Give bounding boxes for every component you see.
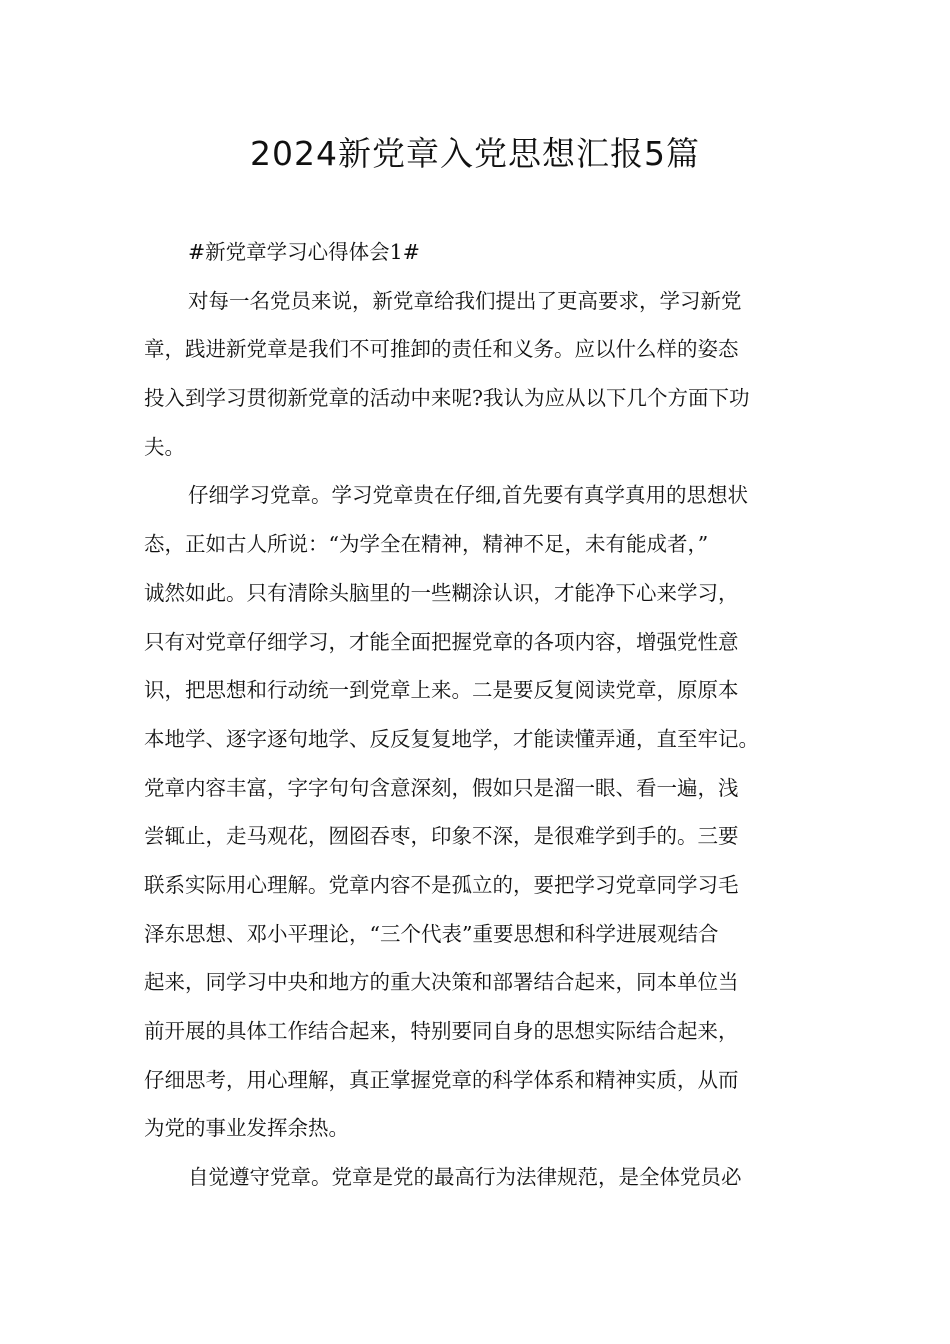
- paragraph-line: 诚然如此。只有清除头脑里的一些糊涂认识，才能净下心来学习，: [144, 580, 739, 605]
- section-heading: #新党章学习心得体会1#: [188, 240, 420, 264]
- paragraph-line: 仔细学习党章。学习党章贵在仔细,首先要有真学真用的思想状: [188, 483, 749, 508]
- paragraph-line: 只有对党章仔细学习，才能全面把握党章的各项内容，增强党性意: [144, 629, 739, 654]
- paragraph-line: 态，正如古人所说：“为学全在精神，精神不足，未有能成者，”: [144, 532, 709, 557]
- paragraph-line: 本地学、逐字逐句地学、反反复复地学，才能读懂弄通，直至牢记。: [144, 726, 759, 751]
- paragraph-line: 尝辄止，走马观花，囫囵吞枣，印象不深，是很难学到手的。三要: [144, 824, 739, 849]
- paragraph-line: 仔细思考，用心理解，真正掌握党章的科学体系和精神实质，从而: [144, 1067, 739, 1092]
- paragraph-line: 投入到学习贯彻新党章的活动中来呢?我认为应从以下几个方面下功: [144, 386, 750, 411]
- paragraph-line: 联系实际用心理解。党章内容不是孤立的，要把学习党章同学习毛: [144, 872, 739, 897]
- paragraph-line: 识，把思想和行动统一到党章上来。二是要反复阅读党章，原原本: [144, 678, 739, 703]
- paragraph-line: 泽东思想、邓小平理论，“三个代表”重要思想和科学进展观结合: [144, 921, 719, 946]
- paragraph-line: 自觉遵守党章。党章是党的最高行为法律规范，是全体党员必: [188, 1165, 742, 1190]
- paragraph-line: 党章内容丰富，字字句句含意深刻，假如只是溜一眼、看一遍，浅: [144, 775, 739, 800]
- paragraph-line: 为党的事业发挥余热。: [144, 1116, 349, 1141]
- paragraph-line: 夫。: [144, 434, 185, 459]
- paragraph-line: 章，践进新党章是我们不可推卸的责任和义务。应以什么样的姿态: [144, 337, 739, 362]
- paragraph-line: 起来，同学习中央和地方的重大决策和部署结合起来，同本单位当: [144, 970, 739, 995]
- paragraph-line: 前开展的具体工作结合起来，特别要同自身的思想实际结合起来，: [144, 1019, 739, 1043]
- document-title: 2024新党章入党思想汇报5篇: [250, 134, 700, 173]
- paragraph-line: 对每一名党员来说，新党章给我们提出了更高要求，学习新党: [188, 288, 742, 313]
- document-body: [144, 228, 794, 1202]
